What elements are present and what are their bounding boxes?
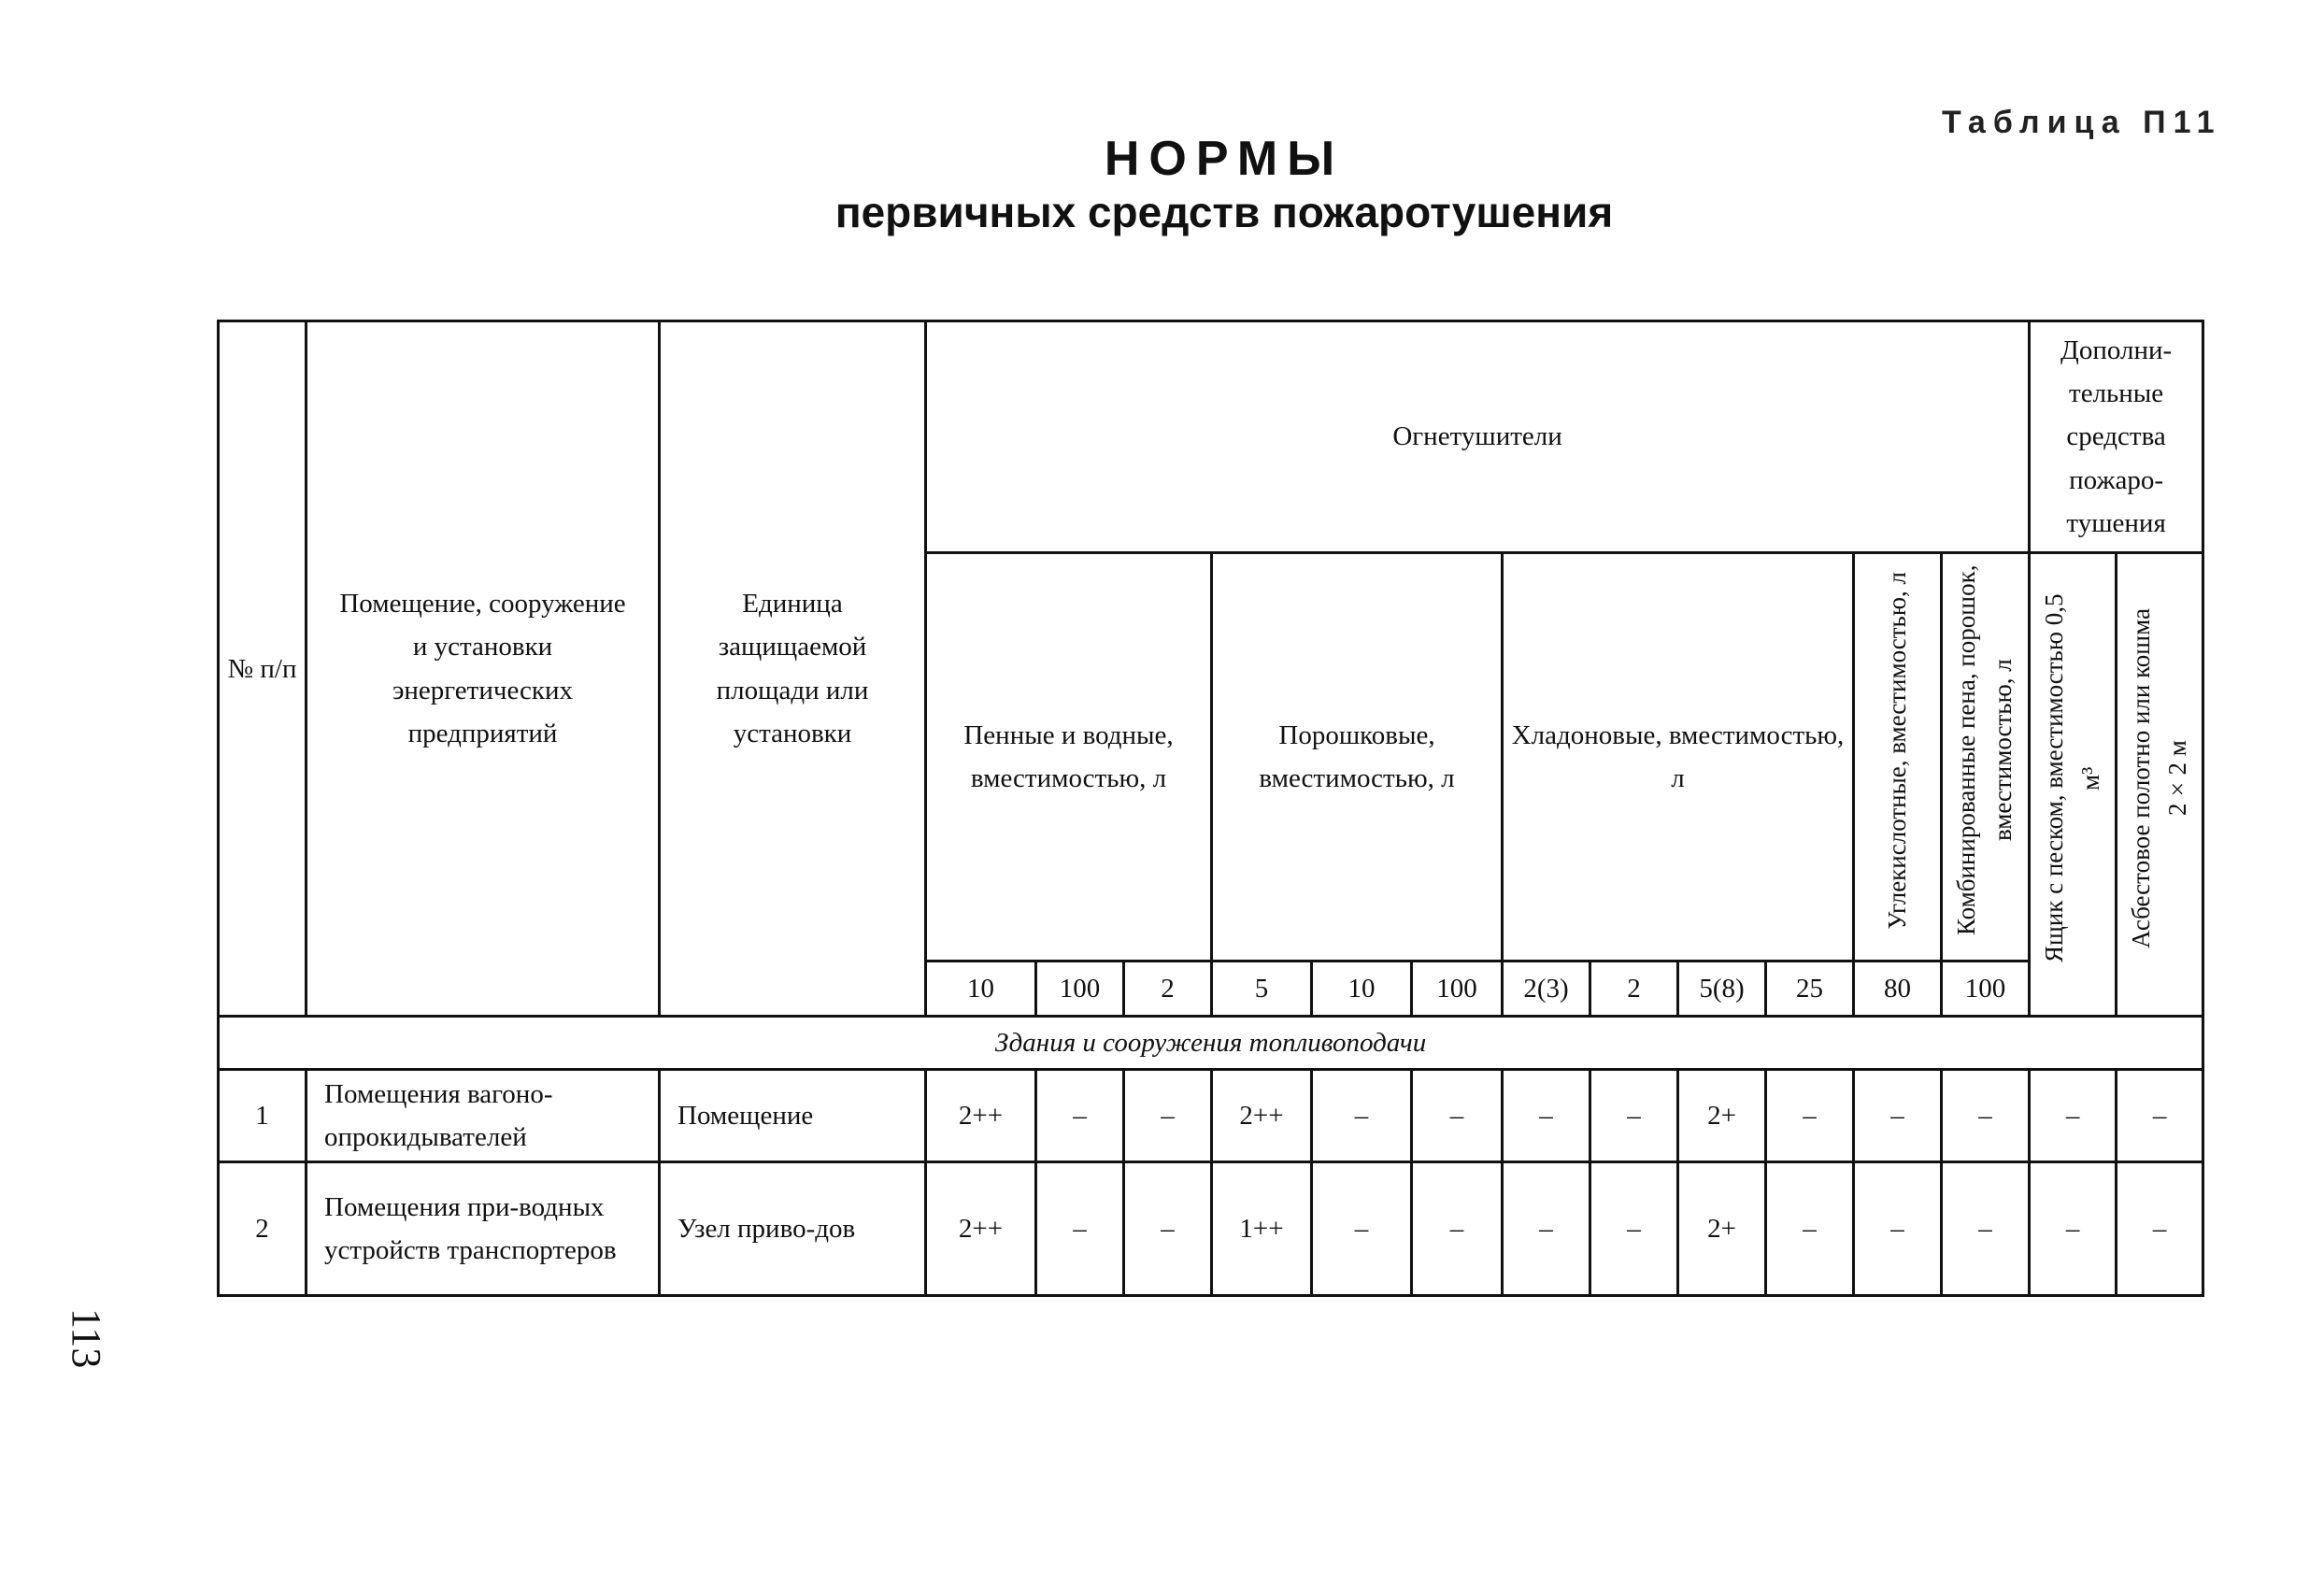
page-title: НОРМЫ [1104, 132, 1345, 186]
header-combined [1942, 553, 2030, 961]
capacity-cell: 5 [1212, 961, 1312, 1017]
row-value: – [2030, 1162, 2117, 1296]
row-value: – [1766, 1162, 1854, 1296]
row-value: – [1942, 1162, 2030, 1296]
row-value: – [1942, 1070, 2030, 1162]
row-value: – [2117, 1070, 2203, 1162]
page-subtitle: первичных средств пожаротушения [834, 188, 1614, 236]
header-extinguishers [926, 321, 2030, 553]
header-asbestos-text: Асбестовое полотно или кошма 2×2 м [2126, 607, 2192, 948]
header-combined-text: Комбинированные пена, порошок, вместимостью, л [1952, 564, 2017, 936]
row-value: – [1766, 1070, 1854, 1162]
row-value: 2++ [926, 1162, 1036, 1296]
row-value: – [2030, 1070, 2117, 1162]
row-value: – [1854, 1162, 1942, 1296]
row-value: 2++ [1212, 1070, 1312, 1162]
row-value: – [1412, 1162, 1503, 1296]
header-extinguishers-text: Огнетушители [1392, 421, 1562, 452]
row-number: 2 [219, 1162, 307, 1296]
row-value: – [1036, 1162, 1124, 1296]
header-col-unit [660, 321, 926, 1017]
header-row-top [219, 321, 2203, 553]
capacity-cell: 10 [926, 961, 1036, 1017]
header-col-premises-text: Помещение, сооружение и установки энергетических предприятий [339, 588, 626, 749]
capacity-cell: 100 [1412, 961, 1503, 1017]
capacity-cell: 2 [1124, 961, 1212, 1017]
row-value: – [2117, 1162, 2203, 1296]
capacity-cell: 5(8) [1678, 961, 1766, 1017]
header-additional-text: Дополни-тельные средства пожаро-тушения [2060, 335, 2173, 539]
table-row [219, 1070, 2203, 1162]
header-foam-water-text: Пенные и водные, вместимостью, л [963, 719, 1174, 794]
capacity-cell: 2 [1590, 961, 1678, 1017]
row-value: – [1312, 1162, 1412, 1296]
header-co2 [1854, 553, 1942, 961]
capacity-cell: 10 [1312, 961, 1412, 1017]
row-value: – [1124, 1162, 1212, 1296]
row-value: – [1503, 1162, 1590, 1296]
row-value: – [1854, 1070, 1942, 1162]
header-asbestos [2117, 553, 2203, 1017]
capacity-cell: 25 [1766, 961, 1854, 1017]
row-value: 2+ [1678, 1162, 1766, 1296]
header-co2-text: Углекислотные, вместимостью, л [1882, 571, 1911, 930]
row-value: 1++ [1212, 1162, 1312, 1296]
capacity-cell: 100 [1942, 961, 2030, 1017]
row-premises: Помещения вагоно-опрокидывателей [307, 1070, 660, 1162]
header-halon-text: Хладоновые, вместимостью, л [1511, 719, 1845, 794]
section-row [219, 1017, 2203, 1070]
row-premises: Помещения при-водных устройств транспортеров [307, 1162, 660, 1296]
capacity-cell: 100 [1036, 961, 1124, 1017]
row-value: – [1036, 1070, 1124, 1162]
row-unit: Помещение [660, 1070, 926, 1162]
table-label: Таблица П11 [1942, 105, 2222, 140]
header-col-num-text: № п/п [227, 653, 297, 684]
header-col-num [219, 321, 307, 1017]
row-value: – [1412, 1070, 1503, 1162]
section-title: Здания и сооружения топливоподачи [219, 1017, 2203, 1070]
header-col-unit-text: Единица защищаемой площади или установки [716, 588, 869, 749]
row-value: – [1124, 1070, 1212, 1162]
header-powder [1212, 553, 1503, 961]
header-powder-text: Порошковые, вместимостью, л [1259, 719, 1455, 794]
norms-table [217, 320, 2204, 1297]
header-halon [1503, 553, 1854, 961]
row-value: – [1503, 1070, 1590, 1162]
capacity-cell: 2(3) [1503, 961, 1590, 1017]
header-additional [2030, 321, 2203, 553]
row-value: – [1312, 1070, 1412, 1162]
header-sand-box-text: Ящик с песком, вместимостью 0,5 м³ [2039, 593, 2105, 962]
row-value: – [1590, 1162, 1678, 1296]
page-number: 113 [64, 1308, 109, 1369]
row-value: 2++ [926, 1070, 1036, 1162]
capacity-cell: 80 [1854, 961, 1942, 1017]
header-col-premises [307, 321, 660, 1017]
header-sand-box [2030, 553, 2117, 1017]
table-row [219, 1162, 2203, 1296]
header-foam-water [926, 553, 1212, 961]
row-number: 1 [219, 1070, 307, 1162]
row-value: – [1590, 1070, 1678, 1162]
row-value: 2+ [1678, 1070, 1766, 1162]
row-unit: Узел приво-дов [660, 1162, 926, 1296]
